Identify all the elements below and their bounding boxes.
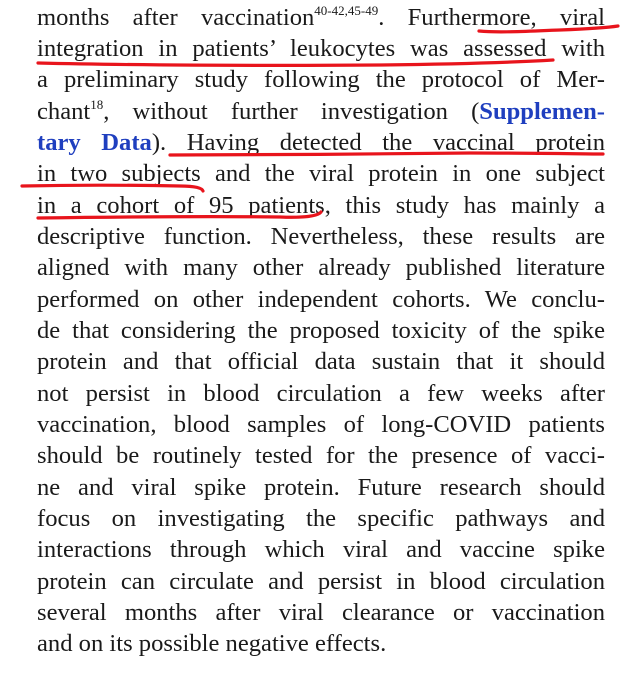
- citation-superscript: 18: [90, 97, 104, 112]
- supplementary-data-link[interactable]: tary Data: [37, 129, 152, 156]
- text-line-14: vaccination, blood samples of long-COVID patients: [37, 411, 605, 438]
- text-line-6: in two subjects and the viral protein in one subject: [37, 160, 605, 187]
- text-line-18: interactions through which viral and vaccine spike: [37, 536, 605, 563]
- text-line-16: ne and viral spike protein. Future research should: [37, 474, 605, 501]
- text-line-10: performed on other independent cohorts. We conclu-: [37, 286, 605, 313]
- text-line-19: protein can circulate and persist in blood circulation: [37, 568, 605, 595]
- text-line-3: a preliminary study following the protocol of Mer-: [37, 66, 605, 93]
- citation-superscript: 40-42,45-49: [314, 3, 379, 18]
- text-line-1: months after vaccination$^{40-42,45-49}$. Furthermore, viral: [37, 3, 605, 31]
- text-line-15: should be routinely tested for the presence of vacci-: [37, 442, 605, 469]
- text-line-21: and on its possible negative effects.: [37, 630, 387, 657]
- text-line-9: aligned with many other already published literature: [37, 254, 605, 281]
- text-line-7: in a cohort of 95 patients, this study has mainly a: [37, 192, 605, 219]
- text-line-20: several months after viral clearance or vaccination: [37, 599, 605, 626]
- text-line-17: focus on investigating the specific pathways and: [37, 505, 605, 532]
- text-line-11: de that considering the proposed toxicity of the spike: [37, 317, 605, 344]
- text-line-13: not persist in blood circulation a few weeks after: [37, 380, 605, 407]
- text-line-2: integration in patients’ leukocytes was assessed with: [37, 35, 605, 62]
- text-line-5: tary Data). Having detected the vaccinal protein: [37, 129, 605, 156]
- text-line-8: descriptive function. Nevertheless, these results are: [37, 223, 605, 250]
- text-line-4: chant$^{18}$, without further investigation (Supplemen-: [37, 97, 605, 125]
- supplementary-data-link[interactable]: Supplemen-: [479, 98, 605, 125]
- text-line-12: protein and that official data sustain that it should: [37, 348, 605, 375]
